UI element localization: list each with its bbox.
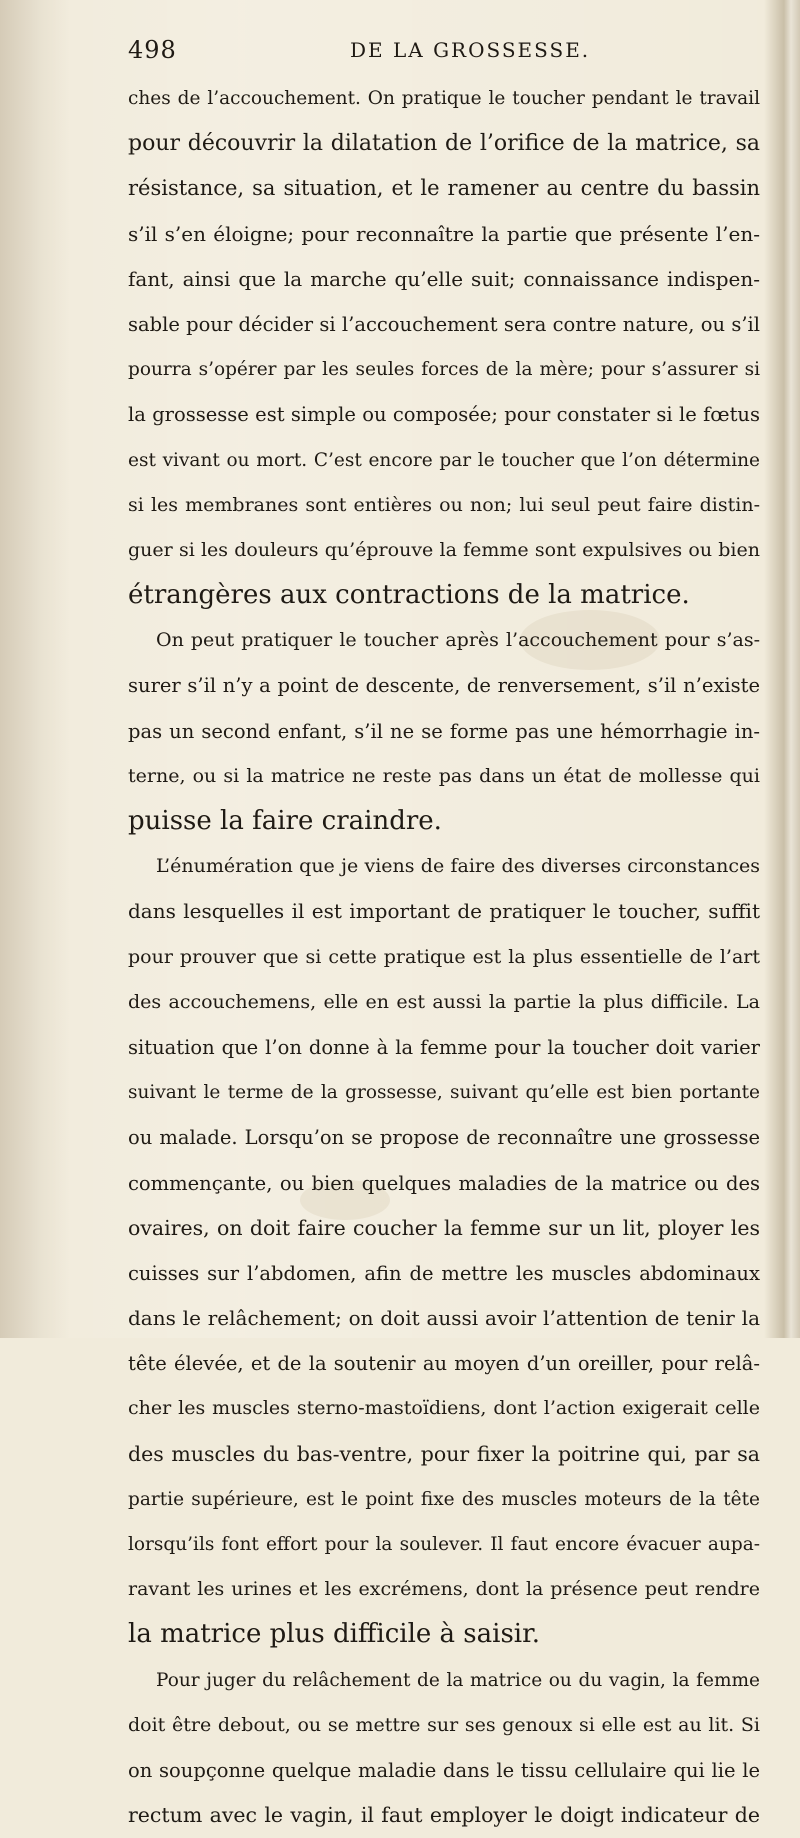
text-line: cuisses sur l’abdomen, afin de mettre les muscles abdominaux xyxy=(128,1261,760,1285)
body-text xyxy=(128,76,760,1838)
text-line: terne, ou si la matrice ne reste pas dans un état de mollesse qui xyxy=(128,764,760,787)
text-line: pour prouver que si cette pratique est la plus essentielle de l’art xyxy=(128,945,760,968)
paragraph-end-line: la matrice plus difficile à saisir. xyxy=(128,1619,540,1650)
text-line: surer s’il n’y a point de descente, de renversement, s’il n’existe xyxy=(128,674,760,698)
running-header xyxy=(128,36,708,68)
text-line: sable pour décider si l’accouchement sera contre nature, ou s’il xyxy=(128,312,760,336)
text-line: pas un second enfant, s’il ne se forme pas une hémorrhagie in- xyxy=(128,719,760,743)
text-line: commençante, ou bien quelques maladies de la matrice ou des xyxy=(128,1171,760,1195)
text-line: ovaires, on doit faire coucher la femme sur un lit, ployer les xyxy=(128,1215,760,1240)
page-gutter-shadow xyxy=(0,0,70,1338)
text-line: des muscles du bas-ventre, pour fixer la poitrine qui, par sa xyxy=(128,1441,760,1466)
paragraph-start-line: On peut pratiquer le toucher après l’accouchement pour s’as- xyxy=(156,629,760,652)
text-line: dans lesquelles il est important de pratiquer le toucher, suffit xyxy=(128,899,760,924)
paragraph-end-line: étrangères aux contractions de la matrice. xyxy=(128,580,690,611)
text-line: ches de l’accouchement. On pratique le toucher pendant le travail xyxy=(128,88,760,109)
text-line: lorsqu’ils font effort pour la soulever. Il faut encore évacuer aupa- xyxy=(128,1534,760,1555)
text-line: la grossesse est simple ou composée; pour constater si le fœtus xyxy=(128,403,760,427)
text-line: rectum avec le vagin, il faut employer le doigt indicateur de xyxy=(128,1803,760,1828)
text-line: ravant les urines et les excrémens, dont la présence peut rendre xyxy=(128,1578,760,1601)
paragraph-start-line: Pour juger du relâchement de la matrice ou du vagin, la femme xyxy=(156,1669,760,1691)
text-line: partie supérieure, est le point fixe des muscles moteurs de la tête xyxy=(128,1488,760,1510)
text-line: ou malade. Lorsqu’on se propose de reconnaître une grossesse xyxy=(128,1126,760,1150)
text-line: pourra s’opérer par les seules forces de la mère; pour s’assurer si xyxy=(128,359,760,381)
text-line: dans le relâchement; on doit aussi avoir l’attention de tenir la xyxy=(128,1306,760,1331)
running-title: DE LA GROSSESSE. xyxy=(350,38,591,62)
text-line: fant, ainsi que la marche qu’elle suit; connaissance indispen- xyxy=(128,266,760,291)
text-line: est vivant ou mort. C’est encore par le toucher que l’on détermine xyxy=(128,449,760,471)
paragraph-end-line: puisse la faire craindre. xyxy=(128,806,442,836)
text-line: guer si les douleurs qu’éprouve la femme sont expulsives ou bien xyxy=(128,538,760,561)
text-line: cher les muscles sterno-mastoïdiens, dont l’action exigerait celle xyxy=(128,1397,760,1420)
text-line: doit être debout, ou se mettre sur ses genoux si elle est au lit. Si xyxy=(128,1713,760,1736)
page-edge xyxy=(764,0,800,1338)
text-line: pour découvrir la dilatation de l’orifice de la matrice, sa xyxy=(128,131,760,157)
paragraph-start-line: L’énumération que je viens de faire des diverses circonstances xyxy=(156,855,760,878)
text-line: des accouchemens, elle en est aussi la partie la plus difficile. La xyxy=(128,990,760,1013)
text-line: si les membranes sont entières ou non; lui seul peut faire distin- xyxy=(128,493,760,516)
text-line: situation que l’on donne à la femme pour la toucher doit varier xyxy=(128,1035,760,1059)
text-line: résistance, sa situation, et le ramener au centre du bassin xyxy=(128,176,760,201)
text-line: tête élevée, et de la soutenir au moyen d’un oreiller, pour relâ- xyxy=(128,1352,760,1376)
text-line: s’il s’en éloigne; pour reconnaître la partie que présente l’en- xyxy=(128,221,760,246)
text-line: on soupçonne quelque maladie dans le tissu cellulaire qui lie le xyxy=(128,1758,760,1782)
text-line: suivant le terme de la grossesse, suivant qu’elle est bien portante xyxy=(128,1082,760,1104)
page-number: 498 xyxy=(128,36,177,64)
